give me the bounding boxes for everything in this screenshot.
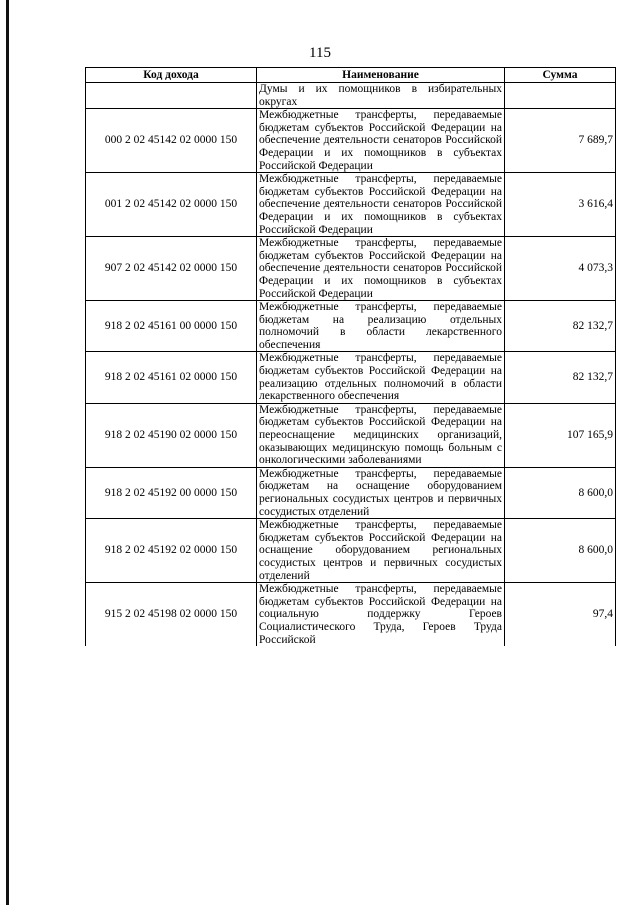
row-name: Межбюджетные трансферты, передаваемые бюджетам субъектов Российской Федерации на оснащение оборудованием региональных сосудистых центров и первичных сосудистых отделений (257, 519, 505, 583)
table-header-row (86, 68, 616, 83)
row-sum: 7 689,7 (505, 109, 616, 173)
row-name: Межбюджетные трансферты, передаваемые бюджетам субъектов Российской Федерации на реализацию отдельных полномочий в области лекарственного обеспечения (257, 352, 505, 403)
row-code: 918 2 02 45192 02 0000 150 (86, 519, 257, 583)
header-name: Наименование (257, 68, 505, 83)
row-sum: 8 600,0 (505, 519, 616, 583)
header-sum: Сумма (505, 68, 616, 83)
row-sum: 8 600,0 (505, 467, 616, 518)
table-row (86, 467, 616, 518)
row-name: Межбюджетные трансферты, передаваемые бюджетам на оснащение оборудованием региональных сосудистых центров и первичных сосудистых отделений (257, 467, 505, 518)
row-code: 918 2 02 45161 00 0000 150 (86, 301, 257, 352)
row-sum: 82 132,7 (505, 301, 616, 352)
row-name: Межбюджетные трансферты, передаваемые бюджетам субъектов Российской Федерации на обеспечение деятельности сенаторов Российской Федерации и их помощников в субъектах Российской Федерации (257, 237, 505, 301)
row-code: 918 2 02 45161 02 0000 150 (86, 352, 257, 403)
table-row (86, 237, 616, 301)
header-code: Код дохода (86, 68, 257, 83)
table-row (86, 301, 616, 352)
row-name: Межбюджетные трансферты, передаваемые бюджетам субъектов Российской Федерации на обеспечение деятельности сенаторов Российской Федерации и их помощников в субъектах Российской Федерации (257, 109, 505, 173)
row-sum: 3 616,4 (505, 173, 616, 237)
budget-revenue-table (85, 67, 616, 646)
row-code: 915 2 02 45198 02 0000 150 (86, 583, 257, 646)
row-sum: 82 132,7 (505, 352, 616, 403)
row-code: 907 2 02 45142 02 0000 150 (86, 237, 257, 301)
table-row (86, 583, 616, 646)
row-sum (505, 83, 616, 109)
table-row (86, 403, 616, 467)
row-sum: 4 073,3 (505, 237, 616, 301)
table-row (86, 173, 616, 237)
row-name: Межбюджетные трансферты, передаваемые бюджетам на реализацию отдельных полномочий в области лекарственного обеспечения (257, 301, 505, 352)
row-name: Межбюджетные трансферты, передаваемые бюджетам субъектов Российской Федерации на обеспечение деятельности сенаторов Российской Федерации и их помощников в субъектах Российской Федерации (257, 173, 505, 237)
row-code: 918 2 02 45190 02 0000 150 (86, 403, 257, 467)
table-row (86, 352, 616, 403)
row-code: 001 2 02 45142 02 0000 150 (86, 173, 257, 237)
row-sum: 107 165,9 (505, 403, 616, 467)
row-name: Межбюджетные трансферты, передаваемые бюджетам субъектов Российской Федерации на переоснащение медицинских организаций, оказывающих медицинскую помощь больным с онкологическими заболеваниями (257, 403, 505, 467)
row-name: Межбюджетные трансферты, передаваемые бюджетам субъектов Российской Федерации на социальную поддержку Героев Социалистического Труда, Героев Труда Российской (257, 583, 505, 646)
page-number: 115 (309, 45, 331, 61)
page-edge-mark (6, 0, 9, 905)
table-row (86, 519, 616, 583)
table-row (86, 83, 616, 109)
row-code (86, 83, 257, 109)
table-row (86, 109, 616, 173)
row-code: 000 2 02 45142 02 0000 150 (86, 109, 257, 173)
row-name: Думы и их помощников в избирательных округах (257, 83, 505, 109)
row-sum: 97,4 (505, 583, 616, 646)
row-code: 918 2 02 45192 00 0000 150 (86, 467, 257, 518)
